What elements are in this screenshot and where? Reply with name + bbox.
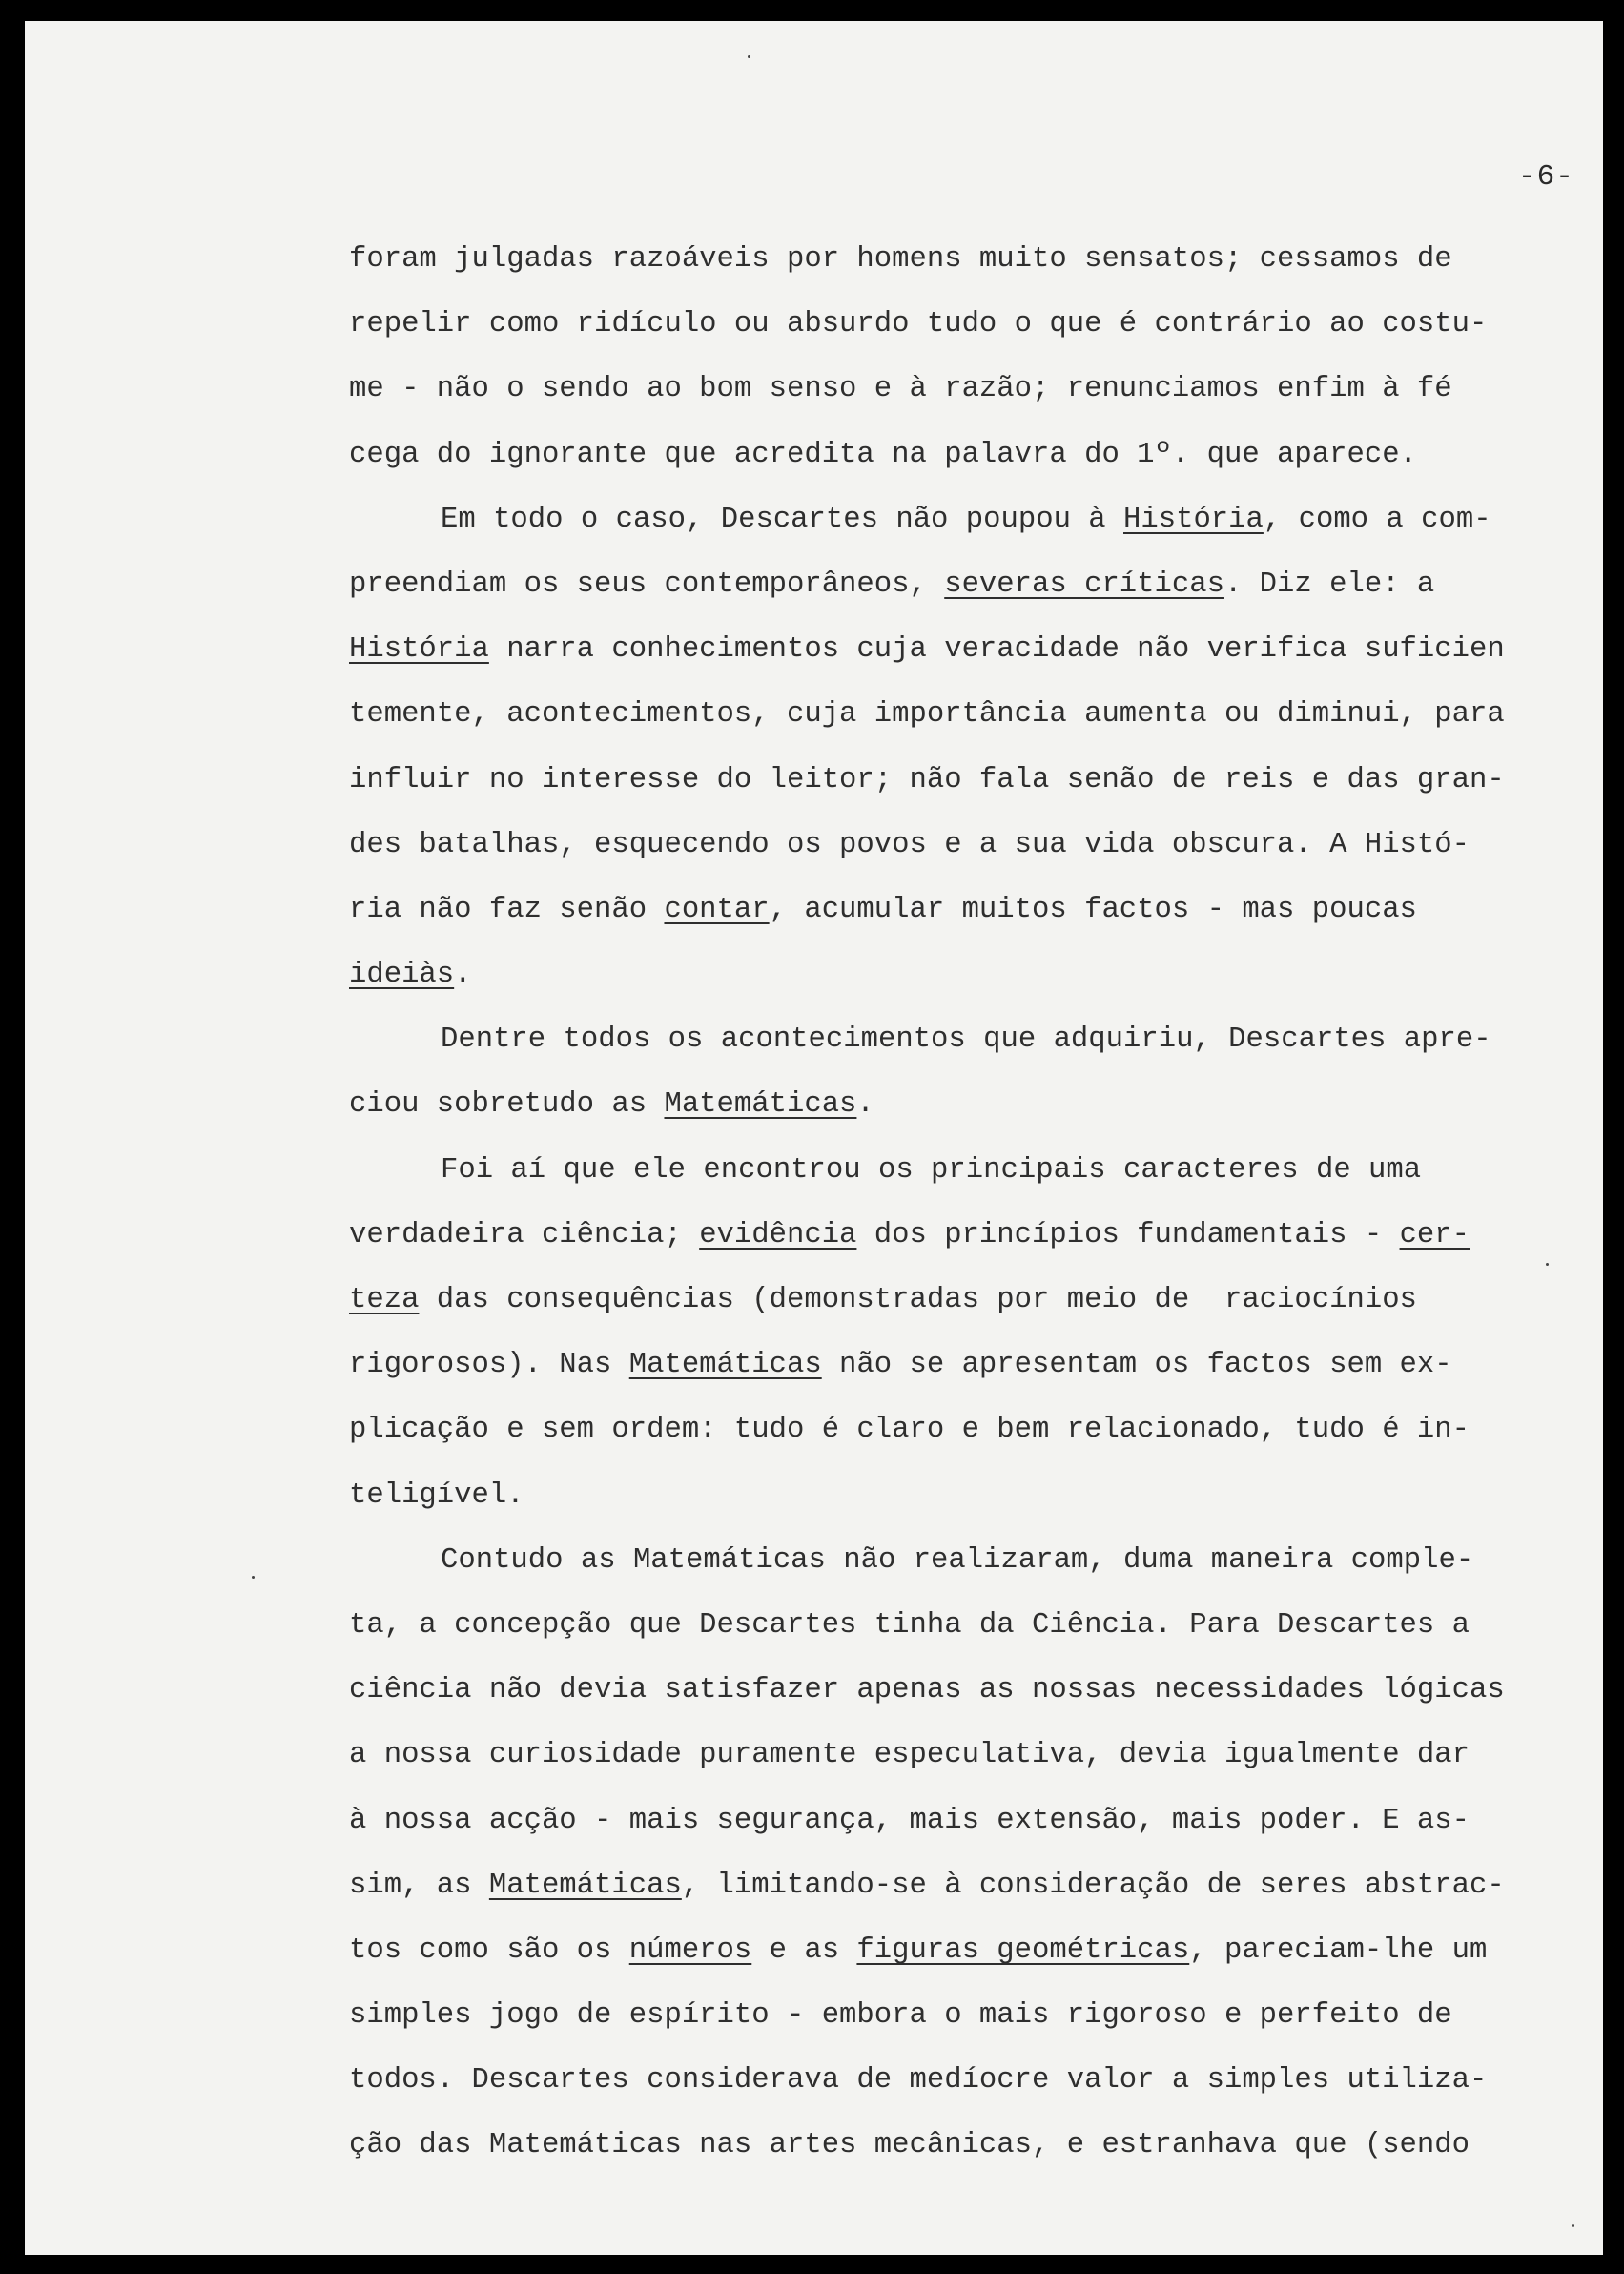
- underlined-term: figuras geométricas: [856, 1933, 1190, 1967]
- text-line: [349, 878, 1598, 942]
- text-line: [349, 552, 1598, 617]
- text-line: [349, 617, 1598, 682]
- text-line: [349, 1268, 1598, 1333]
- underlined-term: evidência: [699, 1218, 857, 1251]
- text-line: [349, 813, 1598, 878]
- text-run: Dentre todos os acontecimentos que adquiriu, Descartes apre-: [441, 1023, 1491, 1057]
- text-run: e as: [751, 1933, 857, 1967]
- underlined-term: contar: [664, 893, 770, 926]
- text-line: [349, 1723, 1598, 1788]
- text-run: , pareciam-lhe um: [1189, 1933, 1488, 1967]
- underlined-term: severas críticas: [944, 568, 1224, 601]
- page-number: -6-: [1518, 160, 1574, 194]
- text-line: [349, 357, 1598, 422]
- text-line: [349, 682, 1598, 747]
- paper-speck: [748, 55, 750, 58]
- text-run: , limitando-se à consideração de seres abstrac-: [681, 1869, 1505, 1902]
- text-run: influir no interesse do leitor; não fala senão de reis e das gran-: [349, 763, 1505, 796]
- text-line: [349, 1007, 1598, 1072]
- text-run: repelir como ridículo ou absurdo tudo o que é contrário ao costu-: [349, 308, 1488, 341]
- text-run: teligível.: [349, 1478, 524, 1512]
- text-line: [349, 1918, 1598, 1983]
- text-line: [349, 2048, 1598, 2113]
- text-run: todos. Descartes considerava de medíocre valor a simples utiliza-: [349, 2064, 1488, 2098]
- text-run: não se apresentam os factos sem ex-: [821, 1349, 1452, 1382]
- text-line: [349, 1853, 1598, 1918]
- text-run: plicação e sem ordem: tudo é claro e bem relacionado, tudo é in-: [349, 1414, 1470, 1447]
- text-run: .: [454, 959, 472, 992]
- text-line: [349, 1397, 1598, 1462]
- underlined-term: História: [1123, 503, 1264, 536]
- text-run: das consequências (demonstradas por meio de raciocínios: [419, 1284, 1417, 1316]
- text-run: cega do ignorante que acredita na palavra do 1º. que aparece.: [349, 438, 1417, 471]
- text-run: .: [856, 1088, 874, 1122]
- text-line: [349, 1658, 1598, 1723]
- underlined-term: números: [628, 1933, 752, 1967]
- text-run: verdadeira ciência;: [349, 1218, 700, 1251]
- text-line: [349, 942, 1598, 1007]
- paper-speck: [252, 1576, 255, 1579]
- text-run: temente, acontecimentos, cuja importância aumenta ou diminui, para: [349, 698, 1505, 732]
- underlined-term: cer-: [1399, 1218, 1470, 1251]
- text-line: [349, 2113, 1598, 2178]
- text-run: me - não o sendo ao bom senso e à razão; renunciamos enfim à fé: [349, 373, 1452, 406]
- underlined-term: teza: [349, 1284, 420, 1316]
- text-run: . Diz ele: a: [1223, 568, 1435, 601]
- text-run: simples jogo de espírito - embora o mais rigoroso e perfeito de: [349, 1999, 1452, 2033]
- text-line: [349, 748, 1598, 813]
- text-line: [349, 292, 1598, 357]
- text-line: [349, 423, 1598, 487]
- text-line: [349, 1138, 1598, 1203]
- text-run: Contudo as Matemáticas não realizaram, duma maneira comple-: [441, 1543, 1474, 1577]
- text-run: preendiam os seus contemporâneos,: [349, 568, 945, 601]
- paper-speck: [1572, 2224, 1574, 2227]
- text-run: ria não faz senão: [349, 893, 665, 926]
- text-run: , acumular muitos factos - mas poucas: [769, 893, 1417, 926]
- text-line: [349, 1203, 1598, 1268]
- underlined-term: ideiàs: [349, 959, 455, 992]
- text-run: des batalhas, esquecendo os povos e a sua vida obscura. A Histó-: [349, 828, 1470, 861]
- text-line: [349, 1983, 1598, 2048]
- text-run: sim, as: [349, 1869, 489, 1902]
- text-run: narra conhecimentos cuja veracidade não verifica suficien: [488, 633, 1505, 667]
- paper-speck: [1546, 1263, 1549, 1266]
- text-line: [349, 1072, 1598, 1137]
- typed-text-body: [349, 227, 1598, 2179]
- text-line: [349, 1333, 1598, 1397]
- text-run: , como a com-: [1263, 503, 1491, 536]
- text-run: foram julgadas razoáveis por homens muito sensatos; cessamos de: [349, 243, 1452, 276]
- text-line: [349, 1593, 1598, 1658]
- underlined-term: Matemáticas: [488, 1869, 682, 1902]
- text-run: rigorosos). Nas: [349, 1349, 629, 1382]
- underlined-term: Matemáticas: [664, 1088, 857, 1122]
- text-run: a nossa curiosidade puramente especulativa, devia igualmente dar: [349, 1739, 1470, 1772]
- text-run: ção das Matemáticas nas artes mecânicas, e estranhava que (sendo: [349, 2129, 1470, 2162]
- text-run: ciou sobretudo as: [349, 1088, 665, 1122]
- text-line: [349, 1788, 1598, 1853]
- text-run: Foi aí que ele encontrou os principais caracteres de uma: [441, 1153, 1422, 1187]
- document-page: [25, 21, 1603, 2255]
- text-line: [349, 227, 1598, 292]
- text-run: dos princípios fundamentais -: [856, 1218, 1400, 1251]
- text-line: [349, 1463, 1598, 1528]
- text-run: ciência não devia satisfazer apenas as nossas necessidades lógicas: [349, 1674, 1505, 1707]
- text-line: [349, 487, 1598, 552]
- text-line: [349, 1528, 1598, 1593]
- text-run: Em todo o caso, Descartes não poupou à: [441, 503, 1124, 536]
- text-run: à nossa acção - mais segurança, mais extensão, mais poder. E as-: [349, 1804, 1470, 1837]
- underlined-term: História: [349, 633, 489, 667]
- text-run: tos como são os: [349, 1933, 629, 1967]
- underlined-term: Matemáticas: [628, 1349, 822, 1382]
- text-run: ta, a concepção que Descartes tinha da Ciência. Para Descartes a: [349, 1608, 1470, 1642]
